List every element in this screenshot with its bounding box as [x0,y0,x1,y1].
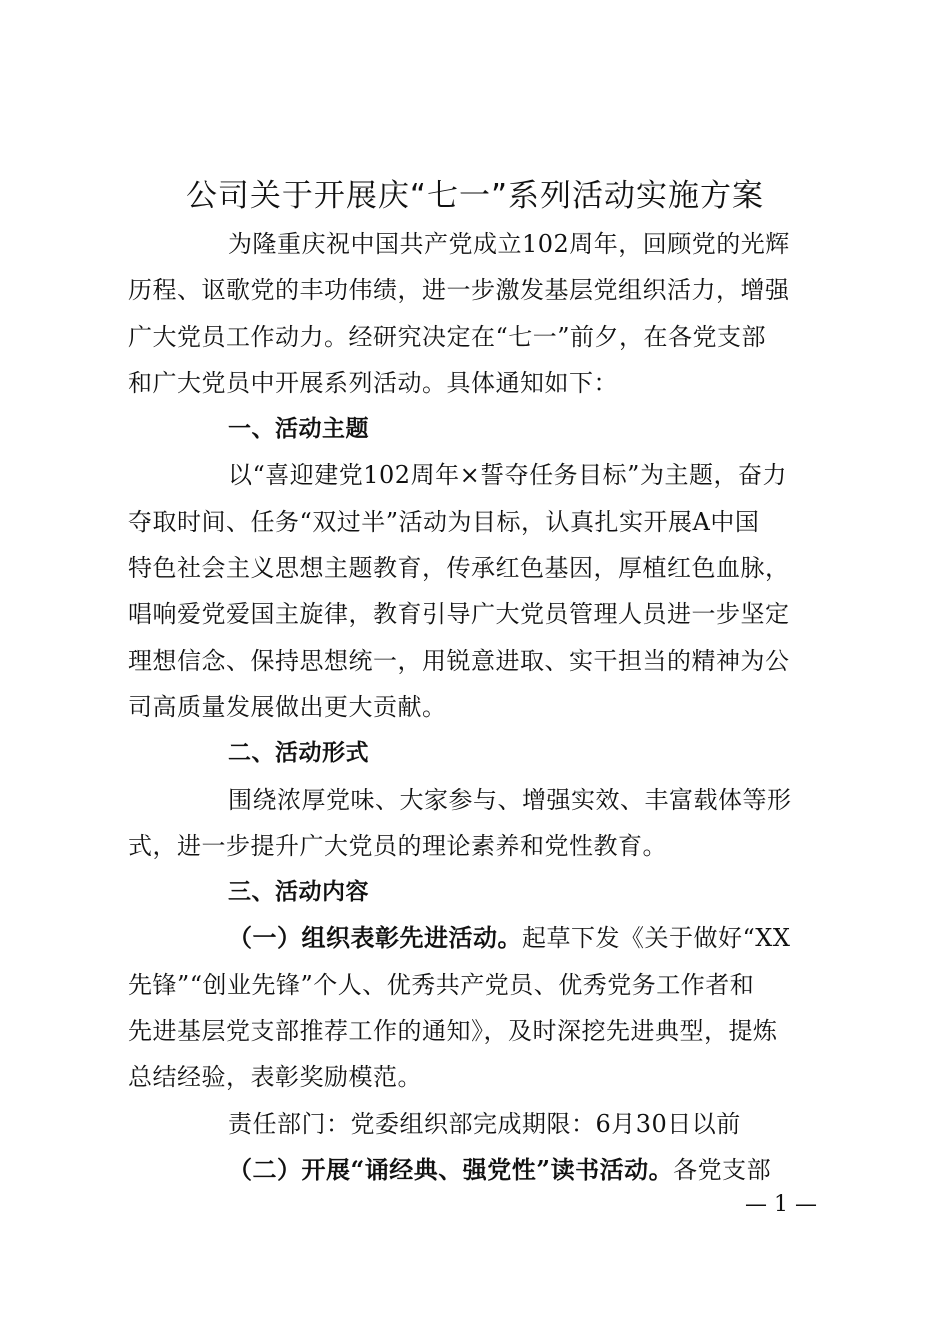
intro-line: 和广大党员中开展系列活动。具体通知如下： [128,368,618,397]
item1-line: 总结经验，表彰奖励模范。 [128,1063,422,1092]
item2-text: 各党支部 [673,1155,772,1184]
section-heading-content: 三、活动内容 [228,879,369,906]
document-title: 公司关于开展庆“七一”系列活动实施方案 [185,178,765,214]
section1-line: 司高质量发展做出更大贡献。 [128,692,447,721]
item1-line: 先进基层党支部推荐工作的通知》，及时深挖先进典型，提炼 [128,1017,778,1046]
section1-line: 理想信念、保持思想统一，用锐意进取、实干担当的精神为公 [128,646,790,675]
section2-line: 式，进一步提升广大党员的理论素养和党性教育。 [128,831,667,860]
section-heading-theme: 一、活动主题 [228,416,369,443]
document-body [128,221,828,1193]
section1-line: 特色社会主义思想主题教育，传承红色基因，厚植红色血脉， [128,554,790,583]
section1-line: 以“喜迎建党102周年×誓夺任务目标”为主题，奋力 [228,461,787,490]
intro-line: 为隆重庆祝中国共产党成立102周年，回顾党的光辉 [228,230,790,258]
section-heading-form: 二、活动形式 [228,740,369,767]
page-number: — 1 — [745,1192,817,1217]
item1-line: 先锋”“创业先锋”个人、优秀共产党员、优秀党务工作者和 [128,970,755,999]
item2-label: （二）开展“诵经典、强党性”读书活动。 [228,1154,674,1184]
section2-line: 围绕浓厚党味、大家参与、增强实效、丰富载体等形 [228,785,792,814]
content-item-1 [128,915,828,961]
section1-line: 夺取时间、任务“双过半”活动为目标，认真扎实开展A中国 [128,507,760,536]
item1-text: 起草下发《关于做好“XX [522,924,791,953]
intro-line: 广大党员工作动力。经研究决定在“七一”前夕，在各党支部 [128,322,767,351]
item1-responsibility: 责任部门：党委组织部完成期限：6月30日以前 [228,1109,741,1138]
content-item-2 [128,1147,828,1193]
intro-line: 历程、讴歌党的丰功伟绩，进一步激发基层党组织活力，增强 [128,276,790,305]
item1-label: （一）组织表彰先进活动。 [228,923,522,953]
section1-line: 唱响爱党爱国主旋律，教育引导广大党员管理人员进一步坚定 [128,600,790,629]
